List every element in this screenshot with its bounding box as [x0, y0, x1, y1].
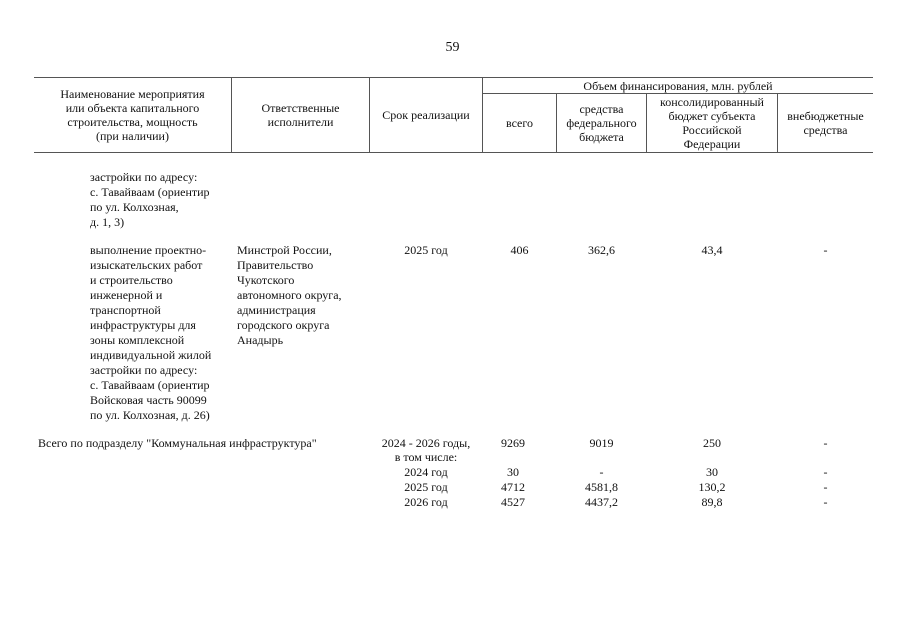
- header-regional: консолидированный бюджет субъекта Российской Федерации: [660, 95, 764, 151]
- summary-total: 4712: [501, 480, 525, 494]
- row-federal: 362,6: [588, 243, 615, 257]
- summary-federal: 4437,2: [585, 495, 618, 509]
- summary-federal: -: [599, 465, 604, 479]
- summary-extra: -: [823, 495, 828, 509]
- row-total: 406: [510, 243, 529, 257]
- summary-federal: 9019: [589, 436, 614, 450]
- summary-total: 4527: [501, 495, 525, 509]
- summary-regional: 89,8: [701, 495, 723, 509]
- summary-regional: 130,2: [698, 480, 726, 494]
- summary-total: 30: [507, 465, 519, 479]
- header-period: Срок реализации: [382, 108, 470, 122]
- summary-period: 2026 год: [404, 495, 448, 509]
- summary-period: 2024 - 2026 годы,: [381, 436, 471, 450]
- summary-extra: -: [823, 465, 828, 479]
- summary-regional: 250: [703, 436, 721, 450]
- summary-label: Всего по подразделу "Коммунальная инфраструктура": [38, 436, 317, 450]
- row-extra: -: [823, 243, 828, 257]
- page-number: 59: [445, 40, 460, 55]
- summary-extra: -: [823, 436, 828, 450]
- header-extra: внебюджетные средства: [787, 109, 864, 137]
- row-period: 2025 год: [404, 243, 448, 257]
- row-regional: 43,4: [701, 243, 723, 257]
- summary-regional: 30: [706, 465, 718, 479]
- summary-federal: 4581,8: [585, 480, 618, 494]
- header-executors: Ответственные исполнители: [261, 101, 340, 129]
- header-total: всего: [505, 116, 534, 130]
- summary-period: в том числе:: [394, 450, 458, 464]
- header-bottom-rule: [34, 152, 873, 153]
- row-executors: Минстрой России, Правительство Чукотского автономного округа, администрация городского округа Анадырь: [237, 243, 342, 347]
- header-federal: средства федерального бюджета: [566, 102, 637, 144]
- row-name: выполнение проектно- изыскательских работ и строительство инженерной и транспортной инфраструктуры для зоны комплексной индивидуальной жилой застройки по адресу: с. Тавайваам (ориентир Войсковая часть 90099 по ул. Колхозная, д. 26): [90, 243, 212, 422]
- summary-period: 2025 год: [404, 480, 448, 494]
- header-name: Наименование мероприятия или объекта капитального строительства, мощность (при наличии): [60, 87, 205, 143]
- header-financing: Объем финансирования, млн. рублей: [583, 78, 773, 93]
- summary-total: 9269: [501, 436, 525, 450]
- summary-extra: -: [823, 480, 828, 494]
- row-name: застройки по адресу: с. Тавайваам (ориентир по ул. Колхозная, д. 1, 3): [90, 170, 210, 229]
- summary-period: 2024 год: [404, 465, 448, 479]
